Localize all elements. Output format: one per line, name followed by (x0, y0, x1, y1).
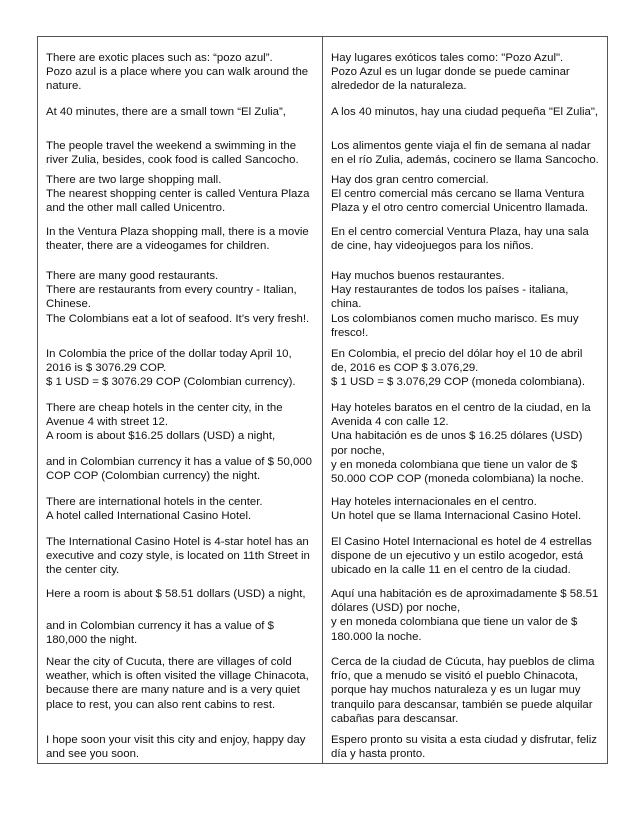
english-line: Here a room is about $ 58.51 dollars (USD) a night, (46, 588, 306, 600)
spanish-line: Hay lugares exóticos tales como: "Pozo Azul". (331, 52, 564, 64)
spanish-paragraph (331, 105, 599, 119)
english-paragraph (46, 269, 314, 326)
english-paragraph (46, 587, 314, 601)
english-paragraph (46, 173, 314, 216)
spanish-line: Aquí una habitación es de aproximadamente $ 58.51 dólares (USD) por noche, (331, 588, 599, 615)
spanish-paragraph (331, 173, 599, 216)
english-line: The International Casino Hotel is 4-star hotel has an executive and cozy style, is located on 11th Street in the center city. (46, 536, 310, 577)
spanish-paragraph (331, 347, 599, 390)
spanish-line: Los colombianos comen mucho marisco. Es muy fresco!. (331, 312, 579, 339)
english-line: and in Colombian currency it has a value of $ 50,000 COP COP (Colombian currency) the night. (46, 456, 312, 483)
spanish-paragraph (331, 51, 599, 94)
english-line: $ 1 USD = $ 3076.29 COP (Colombian currency). (46, 376, 296, 389)
spanish-paragraph (331, 139, 599, 167)
english-line: There are restaurants from every country - Italian, Chinese. (46, 284, 297, 311)
spanish-paragraph (331, 733, 599, 761)
spanish-paragraph (331, 655, 599, 726)
spanish-line: Hay muchos buenos restaurantes. (331, 270, 505, 282)
spanish-paragraph (331, 495, 599, 523)
english-paragraph (46, 139, 314, 167)
spanish-line: Cerca de la ciudad de Cúcuta, hay pueblos de clima frío, que a menudo se visitó el pueblo Chinacota, porque hay muchos naturaleza y es un lugar muy tranquilo para descansar, también se puede alquilar cabañas para descansar. (331, 656, 595, 725)
spanish-line: Hay restaurantes de todos los países - italiana, china. (331, 284, 569, 311)
english-paragraph (46, 619, 314, 647)
spanish-line: Espero pronto su visita a esta ciudad y disfrutar, feliz día y hasta pronto. (331, 734, 597, 761)
english-paragraph (46, 455, 314, 483)
spanish-line: Los alimentos gente viaja el fin de semana al nadar en el río Zulia, además, cocinero se llama Sancocho. (331, 140, 599, 167)
english-line: There are exotic places such as: “pozo azul”. (46, 52, 273, 64)
english-line: There are cheap hotels in the center city, in the Avenue 4 with street 12. (46, 402, 283, 429)
spanish-line: El Casino Hotel Internacional es hotel de 4 estrellas dispone de un ejecutivo y un estilo acogedor, está ubicado en la calle 11 en el centro de la ciudad. (331, 536, 592, 577)
english-paragraph (46, 495, 314, 523)
spanish-paragraph (331, 587, 599, 644)
spanish-line: y en moneda colombiana que tiene un valor de $ 50.000 COP COP (moneda colombiana) la noche. (331, 458, 584, 486)
english-column (38, 37, 323, 763)
english-line: There are many good restaurants. (46, 270, 219, 282)
english-line: Near the city of Cucuta, there are villages of cold weather, which is often visited the village Chinacota, because there are many nature and is a very quiet place to rest, you can also rent cabins to rest. (46, 656, 309, 711)
english-paragraph (46, 401, 314, 444)
spanish-line: A los 40 minutos, hay una ciudad pequeña "El Zulia", (331, 106, 599, 118)
spanish-paragraph (331, 269, 599, 340)
spanish-line: El centro comercial más cercano se llama Ventura Plaza y el otro centro comercial Unicentro llamada. (331, 188, 589, 215)
english-line: There are two large shopping mall. (46, 174, 222, 186)
english-paragraph (46, 733, 314, 761)
english-line: I hope soon your visit this city and enjoy, happy day and see you soon. (46, 734, 306, 761)
english-line: The nearest shopping center is called Ventura Plaza and the other mall called Unicentro. (46, 188, 310, 215)
english-line: A hotel called International Casino Hotel. (46, 510, 252, 523)
english-line: The people travel the weekend a swimming in the river Zulia, besides, cook food is called Sancocho. (46, 140, 299, 167)
english-line: In Colombia the price of the dollar today April 10, 2016 is $ 3076.29 COP. (46, 348, 292, 375)
english-line: and in Colombian currency it has a value of $ 180,000 the night. (46, 620, 274, 647)
english-line: A room is about $16.25 dollars (USD) a night, (46, 430, 276, 443)
spanish-line: Hay hoteles internacionales en el centro. (331, 496, 537, 508)
spanish-line: Una habitación es de unos $ 16.25 dólares (USD) por noche, (331, 430, 583, 457)
spanish-column (323, 37, 607, 763)
english-line: The Colombians eat a lot of seafood. It’s very fresh!. (46, 312, 310, 325)
english-paragraph (46, 225, 314, 253)
spanish-line: Hay dos gran centro comercial. (331, 174, 489, 186)
spanish-paragraph (331, 535, 599, 578)
spanish-line: $ 1 USD = $ 3.076,29 COP (moneda colombiana). (331, 376, 586, 389)
spanish-line: Un hotel que se llama Internacional Casino Hotel. (331, 510, 582, 523)
english-paragraph (46, 655, 314, 712)
spanish-line: Hay hoteles baratos en el centro de la ciudad, en la Avenida 4 con calle 12. (331, 402, 591, 429)
english-line: In the Ventura Plaza shopping mall, there is a movie theater, there are a videogames for children. (46, 226, 309, 253)
spanish-paragraph (331, 225, 599, 253)
english-line: At 40 minutes, there are a small town “El Zulia”, (46, 106, 286, 118)
spanish-line: En el centro comercial Ventura Plaza, hay una sala de cine, hay videojuegos para los niños. (331, 226, 589, 253)
english-line: Pozo azul is a place where you can walk around the nature. (46, 66, 309, 93)
spanish-line: Pozo Azul es un lugar donde se puede caminar alrededor de la naturaleza. (331, 66, 570, 93)
english-paragraph (46, 51, 314, 94)
english-paragraph (46, 535, 314, 578)
bilingual-table (37, 36, 608, 764)
spanish-line: y en moneda colombiana que tiene un valor de $ 180.000 la noche. (331, 616, 578, 643)
english-line: There are international hotels in the center. (46, 496, 263, 508)
english-paragraph (46, 105, 314, 119)
spanish-paragraph (331, 401, 599, 486)
english-paragraph (46, 347, 314, 390)
spanish-line: En Colombia, el precio del dólar hoy el 10 de abril de, 2016 es COP $ 3.076,29. (331, 348, 583, 375)
